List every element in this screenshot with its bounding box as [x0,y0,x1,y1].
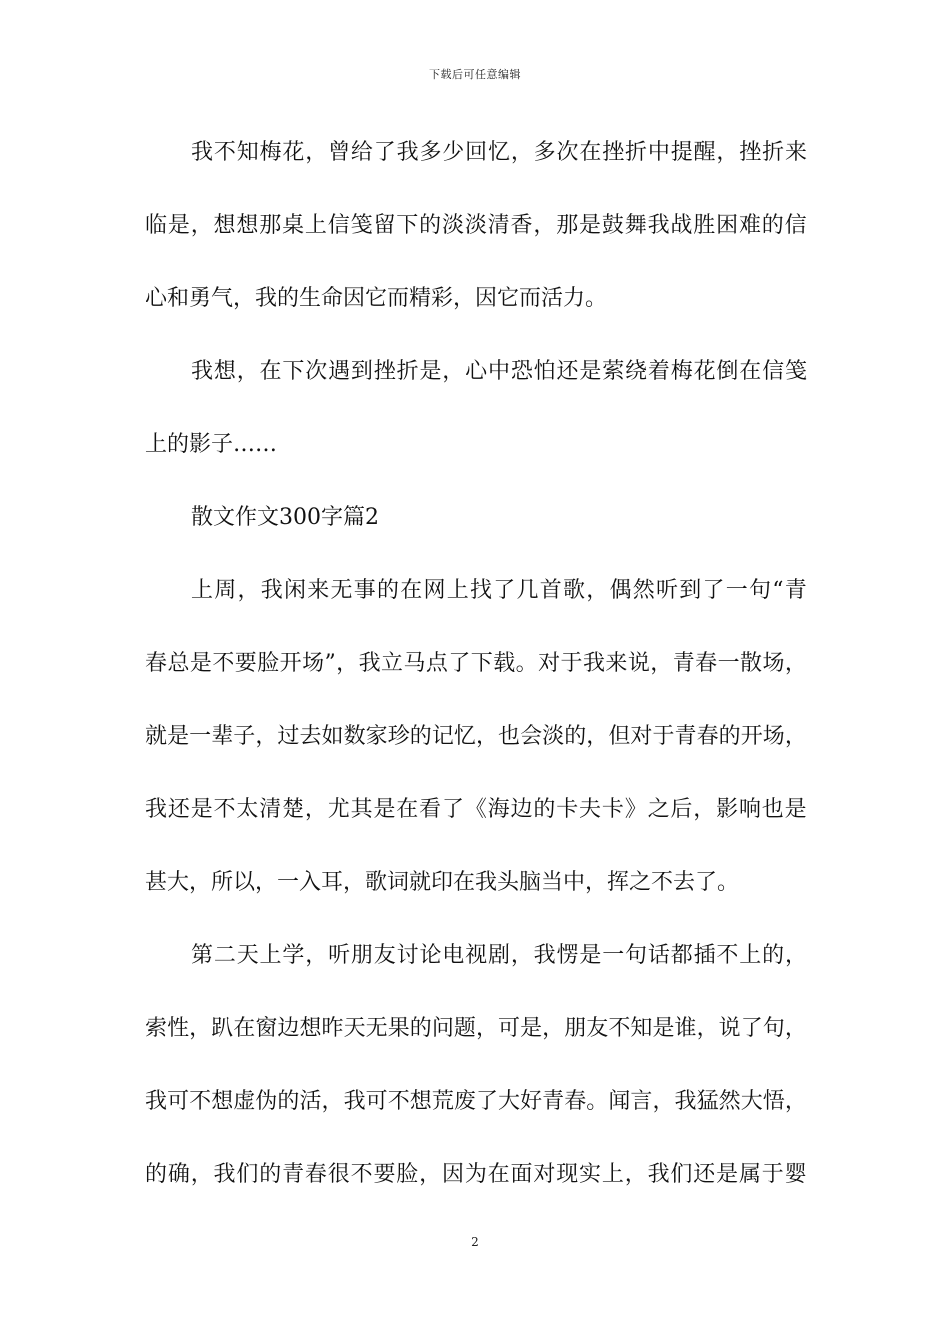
body-line: 我 想 ， 在 下 次 遇 到 挫 折 是 ， 心 中 恐 怕 还 是 萦 绕 着 梅 花 倒 在 信 笺 [191,359,807,384]
body-line: 心和勇气，我的生命因它而精彩，因它而活力。 [145,286,608,311]
body-line: 春 总 是 不 要 脸 开 场 ” ， 我 立 马 点 了 下 载 。 对 于 我 来 说 ， 青 春 一 散 场 ， [145,651,807,676]
body-line: 的 确 ， 我 们 的 青 春 很 不 要 脸 ， 因 为 在 面 对 现 实 上 ， 我 们 还 是 属 于 婴 [145,1162,807,1187]
document-body [145,123,807,1218]
page-header: 下载后可任意编辑 [429,68,521,81]
body-line: 我 可 不 想 虚 伪 的 活 ， 我 可 不 想 荒 废 了 大 好 青 春 。 闻 言 ， 我 猛 然 大 悟 ， [145,1089,807,1114]
body-line: 第 二 天 上 学 ， 听 朋 友 讨 论 电 视 剧 ， 我 愣 是 一 句 话 都 插 不 上 的 ， [191,943,807,968]
body-line: 临 是 ， 想 想 那 桌 上 信 笺 留 下 的 淡 淡 清 香 ， 那 是 鼓 舞 我 战 胜 困 难 的 信 [145,213,807,238]
section-heading: 散文作文300字篇2 [191,505,379,530]
body-line: 我 不 知 梅 花 ， 曾 给 了 我 多 少 回 忆 ， 多 次 在 挫 折 中 提 醒 ， 挫 折 来 [191,140,807,165]
body-line: 甚大，所以，一入耳，歌词就印在我头脑当中，挥之不去了。 [145,870,740,895]
body-line: 索 性 ， 趴 在 窗 边 想 昨 天 无 果 的 问 题 ， 可 是 ， 朋 友 不 知 是 谁 ， 说 了 句 ， [145,1016,807,1041]
body-line: 就 是 一 辈 子 ， 过 去 如 数 家 珍 的 记 忆 ， 也 会 淡 的 ， 但 对 于 青 春 的 开 场 ， [145,724,807,749]
page-number: 2 [471,1235,479,1249]
body-line: 上的影子…… [145,432,278,457]
body-line: 我 还 是 不 太 清 楚 ， 尤 其 是 在 看 了 《 海 边 的 卡 夫 卡 》 之 后 ， 影 响 也 是 [145,797,807,822]
body-line: 上 周 ， 我 闲 来 无 事 的 在 网 上 找 了 几 首 歌 ， 偶 然 听 到 了 一 句 “ 青 [191,578,807,603]
